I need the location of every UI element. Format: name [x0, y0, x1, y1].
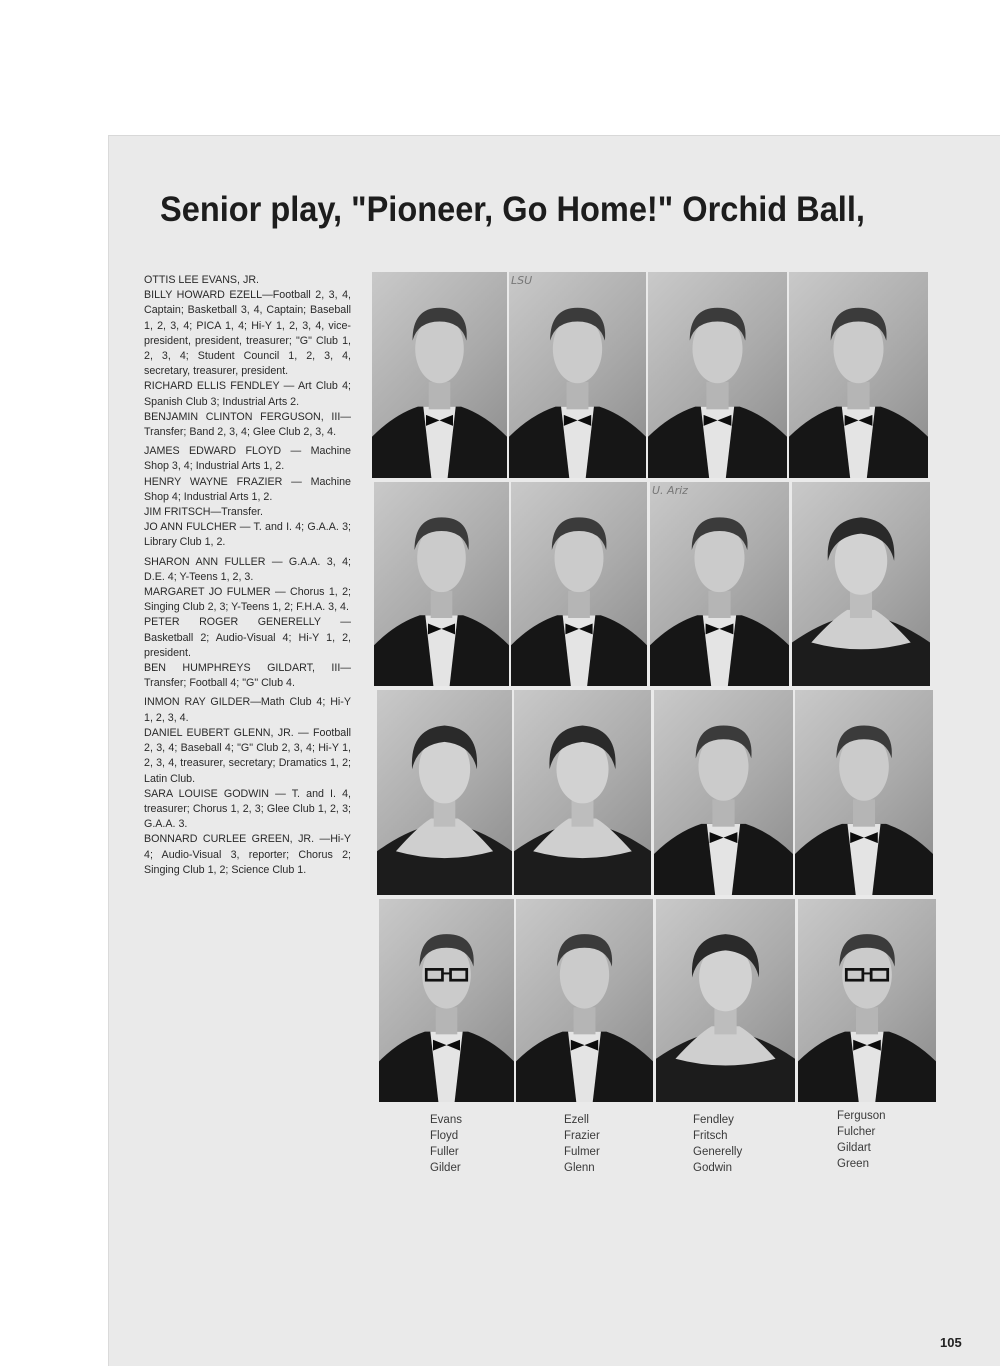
senior-portrait	[509, 272, 646, 478]
caption-name: Fulmer	[564, 1146, 600, 1158]
bio-entry: JAMES EDWARD FLOYD — Machine Shop 3, 4; Industrial Arts 1, 2.	[144, 445, 351, 473]
bio-entry: JIM FRITSCH—Transfer.	[144, 506, 263, 519]
senior-portrait	[379, 899, 514, 1102]
caption-name: Fuller	[430, 1146, 459, 1158]
portrait-silhouette	[379, 899, 514, 1102]
portrait-silhouette	[789, 272, 928, 478]
portrait-silhouette	[374, 482, 509, 686]
bio-entry: RICHARD ELLIS FENDLEY — Art Club 4; Spanish Club 3; Industrial Arts 2.	[144, 380, 351, 408]
caption-name: Green	[837, 1158, 869, 1170]
name-column	[430, 1112, 462, 1176]
senior-portrait	[372, 272, 507, 478]
portrait-silhouette	[511, 482, 647, 686]
senior-portrait	[650, 482, 789, 686]
senior-portrait	[798, 899, 936, 1102]
bio-entry: BILLY HOWARD EZELL—Football 2, 3, 4, Captain; Basketball 3, 4, Captain; Baseball 1, 2, 3, 4; PICA 1, 4; Hi-Y 1, 2, 3, 4, vice-president, president, treasurer; "G" Club 1, 2, 3, 4; Student Council 1, 2, 3, 4, secretary, treasurer, president.	[144, 289, 351, 378]
caption-name: Godwin	[693, 1162, 732, 1174]
bio-entry: JO ANN FULCHER — T. and I. 4; G.A.A. 3; Library Club 1, 2.	[144, 521, 351, 549]
senior-portrait	[654, 690, 793, 895]
caption-name: Frazier	[564, 1130, 600, 1142]
senior-portrait	[792, 482, 930, 686]
bio-entry: BEN HUMPHREYS GILDART, III—Transfer; Football 4; "G" Club 4.	[144, 662, 351, 690]
caption-name: Ezell	[564, 1114, 589, 1126]
bio-entry: INMON RAY GILDER—Math Club 4; Hi-Y 1, 2, 3, 4.	[144, 696, 351, 724]
senior-portrait	[789, 272, 928, 478]
name-column	[564, 1112, 600, 1176]
senior-portrait	[795, 690, 933, 895]
bio-entry: SARA LOUISE GODWIN — T. and I. 4, treasurer; Chorus 1, 2, 3; Glee Club 1, 2, 3; G.A.A. 3.	[144, 787, 351, 831]
caption-name: Gildart	[837, 1142, 871, 1154]
portrait-silhouette	[656, 899, 795, 1102]
senior-portrait	[511, 482, 647, 686]
name-column	[693, 1112, 742, 1176]
senior-portrait	[516, 899, 653, 1102]
name-column	[837, 1108, 886, 1172]
caption-name: Fendley	[693, 1114, 734, 1126]
caption-name: Glenn	[564, 1162, 595, 1174]
portrait-silhouette	[650, 482, 789, 686]
bio-entry: PETER ROGER GENERELLY — Basketball 2; Audio-Visual 4; Hi-Y 1, 2, president.	[144, 616, 351, 659]
senior-bios	[144, 273, 351, 878]
portrait-silhouette	[514, 690, 651, 895]
page-headline: Senior play, "Pioneer, Go Home!" Orchid Ball,	[160, 190, 865, 229]
portrait-silhouette	[516, 899, 653, 1102]
portrait-silhouette	[798, 899, 936, 1102]
handwritten-note: LSU	[511, 274, 533, 287]
senior-portrait	[648, 272, 787, 478]
senior-portrait	[374, 482, 509, 686]
bio-entry: OTTIS LEE EVANS, JR.	[144, 274, 260, 286]
portrait-silhouette	[372, 272, 507, 478]
bio-entry: HENRY WAYNE FRAZIER — Machine Shop 4; Industrial Arts 1, 2.	[144, 475, 351, 503]
page-number: 105	[940, 1335, 962, 1350]
portrait-silhouette	[377, 690, 512, 895]
portrait-silhouette	[509, 272, 646, 478]
bio-entry: BONNARD CURLEE GREEN, JR. —Hi-Y 4; Audio-Visual 3, reporter; Chorus 2; Singing Club 1, 2; Science Club 1.	[144, 833, 351, 876]
bio-entry: SHARON ANN FULLER — G.A.A. 3, 4; D.E. 4; Y-Teens 1, 2, 3.	[144, 555, 351, 583]
caption-name: Fulcher	[837, 1126, 876, 1138]
bio-entry: BENJAMIN CLINTON FERGUSON, III—Transfer; Band 2, 3, 4; Glee Club 2, 3, 4.	[144, 410, 351, 439]
handwritten-note: U. Ariz	[652, 484, 688, 497]
portrait-silhouette	[795, 690, 933, 895]
caption-name: Generelly	[693, 1146, 743, 1158]
caption-name: Fritsch	[693, 1130, 728, 1142]
caption-name: Floyd	[430, 1130, 459, 1142]
bio-entry: MARGARET JO FULMER — Chorus 1, 2; Singing Club 2, 3; Y-Teens 1, 2; F.H.A. 3, 4.	[144, 586, 351, 614]
portrait-silhouette	[654, 690, 793, 895]
caption-name: Ferguson	[837, 1110, 886, 1122]
portrait-silhouette	[648, 272, 787, 478]
senior-portrait	[656, 899, 795, 1102]
caption-name: Evans	[430, 1114, 462, 1126]
senior-portrait	[514, 690, 651, 895]
senior-portrait	[377, 690, 512, 895]
portrait-silhouette	[792, 482, 930, 686]
caption-name: Gilder	[430, 1162, 461, 1174]
bio-entry: DANIEL EUBERT GLENN, JR. — Football 2, 3, 4; Baseball 4; "G" Club 2, 3, 4; Hi-Y 1, 2, 3, 4, treasurer, secretary; Dramatics 1, 2; Latin Club.	[144, 726, 351, 785]
